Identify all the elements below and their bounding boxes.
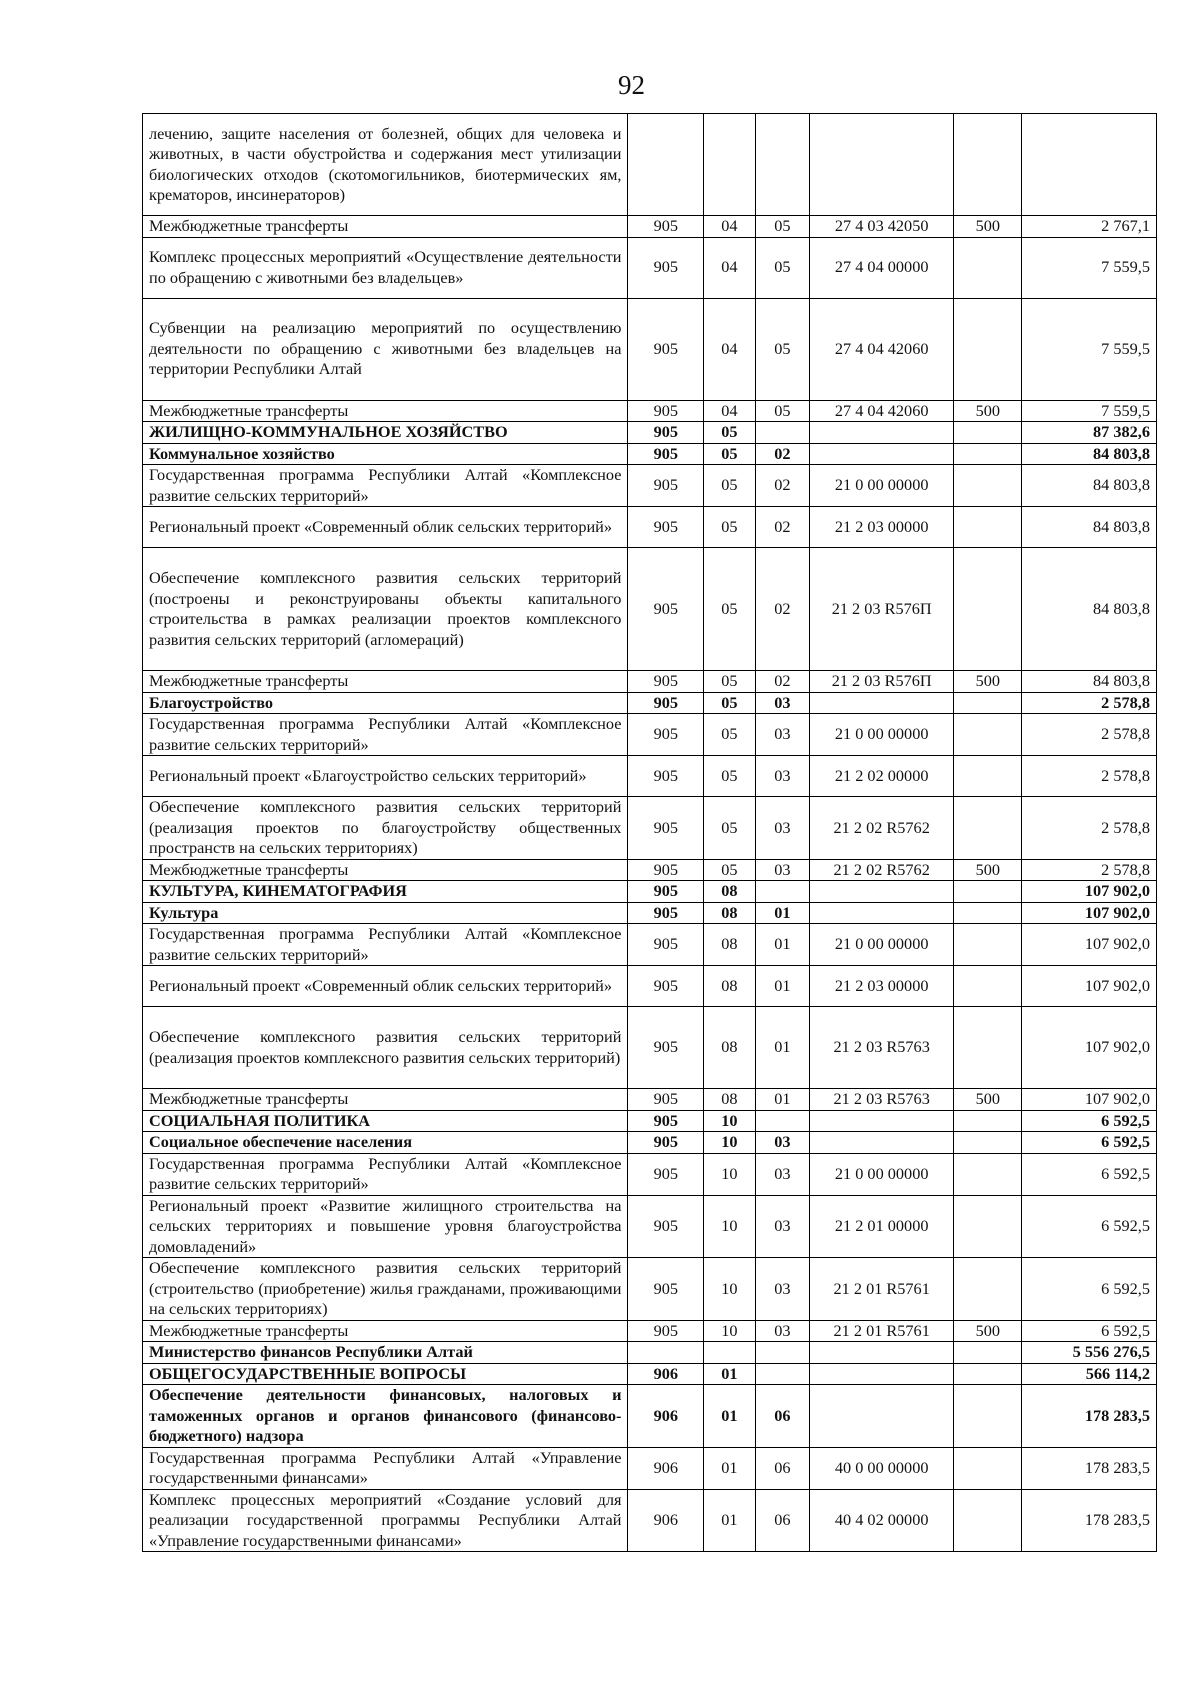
table-row bbox=[143, 465, 1157, 507]
cell-ministry-code: 905 bbox=[628, 548, 704, 671]
cell-expense-type bbox=[954, 114, 1022, 216]
cell-subsection-code bbox=[755, 422, 810, 444]
table-row bbox=[143, 1110, 1157, 1132]
cell-target-article bbox=[810, 114, 954, 216]
cell-name: Социальное обеспечение населения bbox=[143, 1132, 628, 1154]
cell-target-article: 21 2 03 R576П bbox=[810, 548, 954, 671]
cell-subsection-code: 05 bbox=[755, 298, 810, 400]
cell-section-code: 05 bbox=[704, 507, 755, 548]
page-number: 92 bbox=[618, 70, 645, 100]
cell-subsection-code: 03 bbox=[755, 1132, 810, 1154]
cell-amount: 178 283,5 bbox=[1022, 1447, 1157, 1489]
cell-name: Региональный проект «Современный облик сельских территорий» bbox=[143, 507, 628, 548]
cell-ministry-code: 905 bbox=[628, 756, 704, 797]
cell-target-article: 21 2 03 R5763 bbox=[810, 1007, 954, 1089]
cell-amount: 2 578,8 bbox=[1022, 692, 1157, 714]
cell-name: Региональный проект «Развитие жилищного строительства на сельских территориях и повышение уровня благоустройства домовладений» bbox=[143, 1195, 628, 1258]
cell-ministry-code bbox=[628, 1342, 704, 1364]
cell-target-article: 21 2 01 R5761 bbox=[810, 1320, 954, 1342]
cell-subsection-code: 01 bbox=[755, 1089, 810, 1111]
cell-amount: 2 578,8 bbox=[1022, 859, 1157, 881]
cell-name: Государственная программа Республики Алтай «Комплексное развитие сельских территорий» bbox=[143, 924, 628, 966]
cell-ministry-code: 905 bbox=[628, 465, 704, 507]
table-row bbox=[143, 671, 1157, 693]
cell-name: Культура bbox=[143, 902, 628, 924]
cell-name: Коммунальное хозяйство bbox=[143, 443, 628, 465]
cell-amount: 84 803,8 bbox=[1022, 507, 1157, 548]
cell-section-code: 04 bbox=[704, 237, 755, 298]
cell-amount: 6 592,5 bbox=[1022, 1153, 1157, 1195]
cell-section-code bbox=[704, 1342, 755, 1364]
table-row bbox=[143, 924, 1157, 966]
cell-name: Обеспечение комплексного развития сельских территорий (реализация проектов комплексного развития сельских территорий) bbox=[143, 1007, 628, 1089]
cell-name: Межбюджетные трансферты bbox=[143, 859, 628, 881]
cell-subsection-code: 01 bbox=[755, 966, 810, 1007]
cell-section-code: 01 bbox=[704, 1363, 755, 1385]
table-row bbox=[143, 1258, 1157, 1321]
cell-section-code: 10 bbox=[704, 1320, 755, 1342]
cell-target-article: 27 4 04 00000 bbox=[810, 237, 954, 298]
cell-section-code: 04 bbox=[704, 400, 755, 422]
table-row bbox=[143, 1089, 1157, 1111]
table-body bbox=[143, 114, 1157, 1552]
cell-ministry-code: 905 bbox=[628, 1258, 704, 1321]
cell-target-article: 21 2 01 00000 bbox=[810, 1195, 954, 1258]
table-row bbox=[143, 1447, 1157, 1489]
cell-name: Комплекс процессных мероприятий «Создание условий для реализации государственной программы Республики Алтай «Управление государственными финансами» bbox=[143, 1489, 628, 1552]
cell-expense-type bbox=[954, 507, 1022, 548]
cell-ministry-code: 905 bbox=[628, 692, 704, 714]
cell-expense-type: 500 bbox=[954, 859, 1022, 881]
cell-section-code: 05 bbox=[704, 465, 755, 507]
table-row bbox=[143, 756, 1157, 797]
cell-subsection-code: 06 bbox=[755, 1385, 810, 1448]
cell-amount: 7 559,5 bbox=[1022, 298, 1157, 400]
table-row bbox=[143, 237, 1157, 298]
table-row bbox=[143, 1342, 1157, 1364]
cell-expense-type bbox=[954, 548, 1022, 671]
cell-target-article: 21 2 03 00000 bbox=[810, 507, 954, 548]
cell-amount: 178 283,5 bbox=[1022, 1385, 1157, 1448]
cell-ministry-code: 905 bbox=[628, 1320, 704, 1342]
cell-amount: 107 902,0 bbox=[1022, 1089, 1157, 1111]
cell-expense-type bbox=[954, 1447, 1022, 1489]
cell-name: Государственная программа Республики Алтай «Комплексное развитие сельских территорий» bbox=[143, 714, 628, 756]
cell-amount: 84 803,8 bbox=[1022, 548, 1157, 671]
table-row bbox=[143, 859, 1157, 881]
cell-amount: 566 114,2 bbox=[1022, 1363, 1157, 1385]
cell-name: Субвенции на реализацию мероприятий по осуществлению деятельности по обращению с животными без владельцев на территории Республики Алтай bbox=[143, 298, 628, 400]
cell-subsection-code bbox=[755, 114, 810, 216]
cell-expense-type bbox=[954, 298, 1022, 400]
cell-subsection-code bbox=[755, 1363, 810, 1385]
cell-ministry-code: 905 bbox=[628, 966, 704, 1007]
cell-section-code: 08 bbox=[704, 1089, 755, 1111]
cell-section-code: 05 bbox=[704, 548, 755, 671]
cell-subsection-code: 03 bbox=[755, 1195, 810, 1258]
cell-name: Государственная программа Республики Алтай «Управление государственными финансами» bbox=[143, 1447, 628, 1489]
cell-target-article: 21 2 03 R576П bbox=[810, 671, 954, 693]
cell-ministry-code bbox=[628, 114, 704, 216]
cell-section-code: 05 bbox=[704, 714, 755, 756]
cell-section-code: 01 bbox=[704, 1447, 755, 1489]
cell-subsection-code: 01 bbox=[755, 924, 810, 966]
cell-section-code bbox=[704, 114, 755, 216]
cell-expense-type bbox=[954, 966, 1022, 1007]
cell-section-code: 08 bbox=[704, 881, 755, 903]
cell-target-article bbox=[810, 1132, 954, 1154]
cell-subsection-code: 05 bbox=[755, 216, 810, 238]
table-row bbox=[143, 422, 1157, 444]
cell-target-article bbox=[810, 692, 954, 714]
cell-ministry-code: 905 bbox=[628, 422, 704, 444]
cell-name: Государственная программа Республики Алтай «Комплексное развитие сельских территорий» bbox=[143, 1153, 628, 1195]
table-row bbox=[143, 1385, 1157, 1448]
cell-ministry-code: 905 bbox=[628, 216, 704, 238]
cell-target-article: 21 2 03 00000 bbox=[810, 966, 954, 1007]
cell-expense-type bbox=[954, 881, 1022, 903]
cell-subsection-code: 02 bbox=[755, 465, 810, 507]
table-row bbox=[143, 902, 1157, 924]
cell-target-article: 21 2 02 R5762 bbox=[810, 797, 954, 860]
cell-ministry-code: 905 bbox=[628, 298, 704, 400]
cell-section-code: 04 bbox=[704, 298, 755, 400]
cell-section-code: 08 bbox=[704, 966, 755, 1007]
budget-table bbox=[142, 113, 1157, 1552]
cell-subsection-code: 05 bbox=[755, 400, 810, 422]
cell-expense-type bbox=[954, 1195, 1022, 1258]
cell-subsection-code: 03 bbox=[755, 1320, 810, 1342]
cell-ministry-code: 905 bbox=[628, 400, 704, 422]
table-row bbox=[143, 400, 1157, 422]
cell-target-article: 40 4 02 00000 bbox=[810, 1489, 954, 1552]
cell-subsection-code: 03 bbox=[755, 1153, 810, 1195]
cell-subsection-code: 03 bbox=[755, 797, 810, 860]
cell-name: Обеспечение комплексного развития сельских территорий (строительство (приобретение) жилья гражданами, проживающими на сельских территориях) bbox=[143, 1258, 628, 1321]
cell-subsection-code: 03 bbox=[755, 714, 810, 756]
cell-amount: 107 902,0 bbox=[1022, 902, 1157, 924]
cell-expense-type bbox=[954, 1132, 1022, 1154]
table-row bbox=[143, 1489, 1157, 1552]
cell-target-article bbox=[810, 1110, 954, 1132]
cell-amount: 6 592,5 bbox=[1022, 1110, 1157, 1132]
cell-ministry-code: 905 bbox=[628, 902, 704, 924]
cell-ministry-code: 905 bbox=[628, 881, 704, 903]
cell-subsection-code: 05 bbox=[755, 237, 810, 298]
cell-ministry-code: 905 bbox=[628, 859, 704, 881]
cell-target-article bbox=[810, 1385, 954, 1448]
cell-target-article: 21 0 00 00000 bbox=[810, 924, 954, 966]
cell-target-article bbox=[810, 881, 954, 903]
table-row bbox=[143, 1132, 1157, 1154]
cell-ministry-code: 905 bbox=[628, 714, 704, 756]
cell-subsection-code: 02 bbox=[755, 548, 810, 671]
cell-name: Обеспечение деятельности финансовых, налоговых и таможенных органов и органов финансового (финансово-бюджетного) надзора bbox=[143, 1385, 628, 1448]
cell-section-code: 10 bbox=[704, 1258, 755, 1321]
cell-name: Благоустройство bbox=[143, 692, 628, 714]
table-row bbox=[143, 548, 1157, 671]
cell-amount: 2 578,8 bbox=[1022, 714, 1157, 756]
cell-subsection-code: 01 bbox=[755, 1007, 810, 1089]
table-row bbox=[143, 1320, 1157, 1342]
table-row bbox=[143, 797, 1157, 860]
cell-subsection-code bbox=[755, 1342, 810, 1364]
cell-section-code: 10 bbox=[704, 1110, 755, 1132]
cell-amount: 87 382,6 bbox=[1022, 422, 1157, 444]
cell-amount: 84 803,8 bbox=[1022, 465, 1157, 507]
cell-target-article: 27 4 04 42060 bbox=[810, 298, 954, 400]
table-row bbox=[143, 507, 1157, 548]
cell-expense-type bbox=[954, 1258, 1022, 1321]
cell-expense-type bbox=[954, 692, 1022, 714]
cell-amount: 2 767,1 bbox=[1022, 216, 1157, 238]
cell-name: Комплекс процессных мероприятий «Осуществление деятельности по обращению с животными без владельцев» bbox=[143, 237, 628, 298]
cell-amount: 2 578,8 bbox=[1022, 797, 1157, 860]
cell-ministry-code: 905 bbox=[628, 1089, 704, 1111]
cell-expense-type bbox=[954, 902, 1022, 924]
cell-expense-type bbox=[954, 1363, 1022, 1385]
cell-target-article bbox=[810, 1363, 954, 1385]
cell-name: ОБЩЕГОСУДАРСТВЕННЫЕ ВОПРОСЫ bbox=[143, 1363, 628, 1385]
cell-subsection-code: 02 bbox=[755, 671, 810, 693]
cell-amount: 107 902,0 bbox=[1022, 924, 1157, 966]
cell-expense-type bbox=[954, 924, 1022, 966]
cell-section-code: 05 bbox=[704, 443, 755, 465]
cell-name: Региональный проект «Современный облик сельских территорий» bbox=[143, 966, 628, 1007]
cell-amount: 107 902,0 bbox=[1022, 966, 1157, 1007]
cell-section-code: 05 bbox=[704, 692, 755, 714]
cell-subsection-code bbox=[755, 1110, 810, 1132]
cell-expense-type bbox=[954, 1342, 1022, 1364]
cell-target-article bbox=[810, 902, 954, 924]
cell-amount: 7 559,5 bbox=[1022, 237, 1157, 298]
cell-section-code: 01 bbox=[704, 1489, 755, 1552]
table-row bbox=[143, 714, 1157, 756]
cell-target-article: 27 4 03 42050 bbox=[810, 216, 954, 238]
cell-amount: 84 803,8 bbox=[1022, 443, 1157, 465]
table-row bbox=[143, 881, 1157, 903]
cell-expense-type bbox=[954, 714, 1022, 756]
cell-name: Межбюджетные трансферты bbox=[143, 671, 628, 693]
cell-section-code: 10 bbox=[704, 1132, 755, 1154]
cell-section-code: 05 bbox=[704, 797, 755, 860]
cell-ministry-code: 905 bbox=[628, 237, 704, 298]
cell-expense-type bbox=[954, 1489, 1022, 1552]
cell-ministry-code: 905 bbox=[628, 924, 704, 966]
cell-ministry-code: 905 bbox=[628, 1153, 704, 1195]
cell-expense-type bbox=[954, 1153, 1022, 1195]
cell-name: ЖИЛИЩНО-КОММУНАЛЬНОЕ ХОЗЯЙСТВО bbox=[143, 422, 628, 444]
cell-expense-type: 500 bbox=[954, 400, 1022, 422]
cell-amount bbox=[1022, 114, 1157, 216]
table-row bbox=[143, 1007, 1157, 1089]
cell-target-article: 21 2 02 R5762 bbox=[810, 859, 954, 881]
cell-target-article: 40 0 00 00000 bbox=[810, 1447, 954, 1489]
cell-amount: 6 592,5 bbox=[1022, 1195, 1157, 1258]
table-row bbox=[143, 1195, 1157, 1258]
cell-amount: 178 283,5 bbox=[1022, 1489, 1157, 1552]
cell-section-code: 05 bbox=[704, 859, 755, 881]
cell-expense-type bbox=[954, 422, 1022, 444]
cell-subsection-code: 02 bbox=[755, 443, 810, 465]
cell-expense-type bbox=[954, 797, 1022, 860]
cell-target-article: 21 0 00 00000 bbox=[810, 1153, 954, 1195]
cell-name: Межбюджетные трансферты bbox=[143, 216, 628, 238]
table-row bbox=[143, 692, 1157, 714]
cell-ministry-code: 905 bbox=[628, 1132, 704, 1154]
cell-ministry-code: 905 bbox=[628, 507, 704, 548]
cell-section-code: 05 bbox=[704, 671, 755, 693]
table-row bbox=[143, 443, 1157, 465]
cell-subsection-code bbox=[755, 881, 810, 903]
cell-name: Межбюджетные трансферты bbox=[143, 1320, 628, 1342]
cell-amount: 5 556 276,5 bbox=[1022, 1342, 1157, 1364]
cell-expense-type: 500 bbox=[954, 1089, 1022, 1111]
cell-section-code: 10 bbox=[704, 1153, 755, 1195]
cell-section-code: 04 bbox=[704, 216, 755, 238]
table-row bbox=[143, 114, 1157, 216]
cell-ministry-code: 905 bbox=[628, 671, 704, 693]
cell-expense-type bbox=[954, 756, 1022, 797]
cell-ministry-code: 905 bbox=[628, 1007, 704, 1089]
cell-section-code: 10 bbox=[704, 1195, 755, 1258]
cell-name: Межбюджетные трансферты bbox=[143, 1089, 628, 1111]
cell-name: Обеспечение комплексного развития сельских территорий (построены и реконструированы объекты капитального строительства в рамках реализации проектов комплексного развития сельских территорий (агломераций) bbox=[143, 548, 628, 671]
table-row bbox=[143, 1363, 1157, 1385]
cell-target-article: 21 0 00 00000 bbox=[810, 465, 954, 507]
cell-amount: 2 578,8 bbox=[1022, 756, 1157, 797]
cell-expense-type bbox=[954, 443, 1022, 465]
cell-expense-type: 500 bbox=[954, 1320, 1022, 1342]
cell-ministry-code: 906 bbox=[628, 1447, 704, 1489]
cell-ministry-code: 905 bbox=[628, 797, 704, 860]
cell-section-code: 08 bbox=[704, 1007, 755, 1089]
cell-expense-type bbox=[954, 1385, 1022, 1448]
cell-subsection-code: 03 bbox=[755, 859, 810, 881]
cell-ministry-code: 905 bbox=[628, 443, 704, 465]
cell-amount: 84 803,8 bbox=[1022, 671, 1157, 693]
cell-expense-type bbox=[954, 465, 1022, 507]
table-row bbox=[143, 216, 1157, 238]
cell-amount: 107 902,0 bbox=[1022, 1007, 1157, 1089]
cell-expense-type bbox=[954, 1110, 1022, 1132]
cell-amount: 6 592,5 bbox=[1022, 1320, 1157, 1342]
cell-target-article: 21 2 02 00000 bbox=[810, 756, 954, 797]
cell-ministry-code: 905 bbox=[628, 1195, 704, 1258]
cell-name: СОЦИАЛЬНАЯ ПОЛИТИКА bbox=[143, 1110, 628, 1132]
cell-amount: 6 592,5 bbox=[1022, 1258, 1157, 1321]
cell-name: КУЛЬТУРА, КИНЕМАТОГРАФИЯ bbox=[143, 881, 628, 903]
table-row bbox=[143, 1153, 1157, 1195]
cell-section-code: 05 bbox=[704, 756, 755, 797]
cell-target-article bbox=[810, 422, 954, 444]
cell-name: Государственная программа Республики Алтай «Комплексное развитие сельских территорий» bbox=[143, 465, 628, 507]
cell-subsection-code: 06 bbox=[755, 1447, 810, 1489]
cell-expense-type bbox=[954, 237, 1022, 298]
cell-name: Межбюджетные трансферты bbox=[143, 400, 628, 422]
table-row bbox=[143, 966, 1157, 1007]
cell-name: лечению, защите населения от болезней, общих для человека и животных, в части обустройства и содержания мест утилизации биологических отходов (скотомогильников, биотермических ям, крематоров, инсинераторов) bbox=[143, 114, 628, 216]
cell-ministry-code: 905 bbox=[628, 1110, 704, 1132]
cell-ministry-code: 906 bbox=[628, 1363, 704, 1385]
cell-subsection-code: 03 bbox=[755, 692, 810, 714]
cell-section-code: 08 bbox=[704, 924, 755, 966]
cell-ministry-code: 906 bbox=[628, 1385, 704, 1448]
cell-expense-type: 500 bbox=[954, 671, 1022, 693]
cell-subsection-code: 03 bbox=[755, 1258, 810, 1321]
cell-expense-type bbox=[954, 1007, 1022, 1089]
cell-name: Обеспечение комплексного развития сельских территорий (реализация проектов по благоустройству общественных пространств на сельских территориях) bbox=[143, 797, 628, 860]
cell-target-article: 21 2 01 R5761 bbox=[810, 1258, 954, 1321]
cell-target-article: 27 4 04 42060 bbox=[810, 400, 954, 422]
cell-subsection-code: 02 bbox=[755, 507, 810, 548]
cell-subsection-code: 03 bbox=[755, 756, 810, 797]
cell-subsection-code: 01 bbox=[755, 902, 810, 924]
cell-amount: 107 902,0 bbox=[1022, 881, 1157, 903]
cell-target-article bbox=[810, 443, 954, 465]
cell-section-code: 05 bbox=[704, 422, 755, 444]
cell-name: Министерство финансов Республики Алтай bbox=[143, 1342, 628, 1364]
cell-amount: 7 559,5 bbox=[1022, 400, 1157, 422]
cell-target-article: 21 2 03 R5763 bbox=[810, 1089, 954, 1111]
cell-subsection-code: 06 bbox=[755, 1489, 810, 1552]
table-row bbox=[143, 298, 1157, 400]
cell-target-article bbox=[810, 1342, 954, 1364]
cell-target-article: 21 0 00 00000 bbox=[810, 714, 954, 756]
cell-ministry-code: 906 bbox=[628, 1489, 704, 1552]
cell-name: Региональный проект «Благоустройство сельских территорий» bbox=[143, 756, 628, 797]
cell-expense-type: 500 bbox=[954, 216, 1022, 238]
cell-amount: 6 592,5 bbox=[1022, 1132, 1157, 1154]
cell-section-code: 01 bbox=[704, 1385, 755, 1448]
cell-section-code: 08 bbox=[704, 902, 755, 924]
